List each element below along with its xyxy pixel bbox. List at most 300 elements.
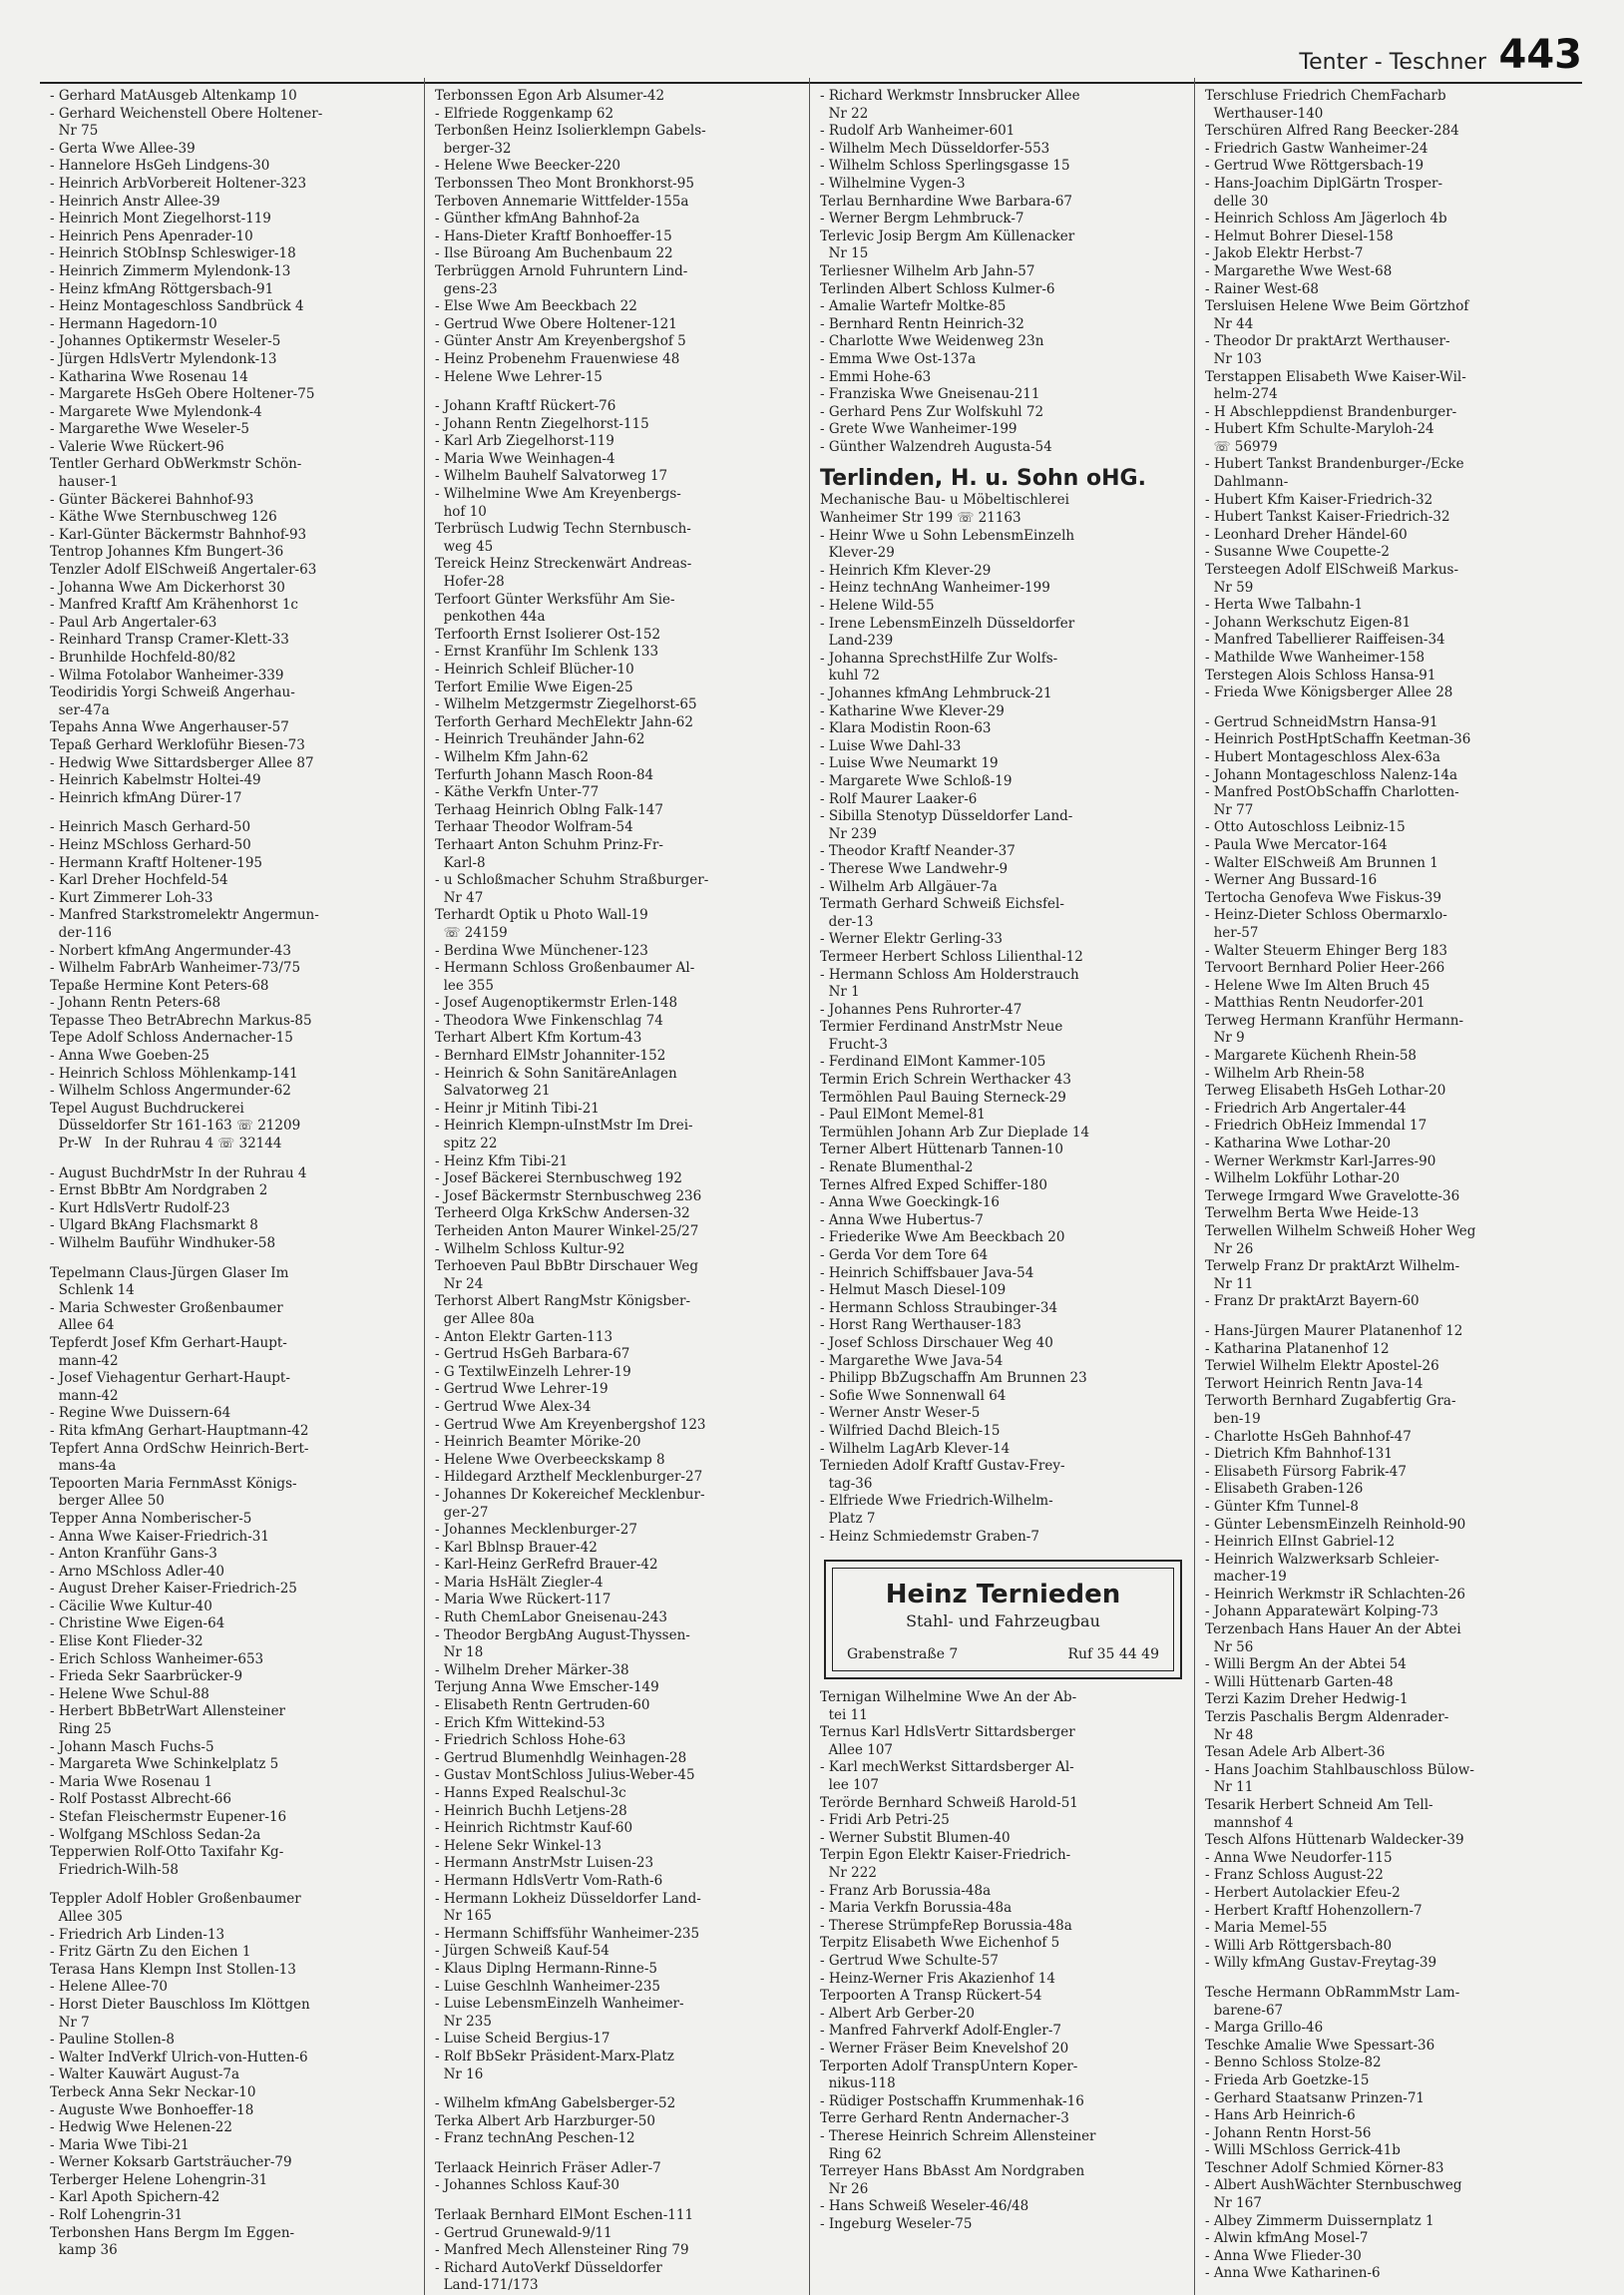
- directory-entry: Tepe Adolf Schloss Andernacher-15: [50, 1030, 293, 1047]
- directory-entry: Teppler Adolf Hobler Großenbaumer Allee 305: [50, 1891, 301, 1925]
- directory-entry: - Albey Zimmerm Duissernplatz 1: [1205, 2212, 1434, 2229]
- directory-entry: - Anna Wwe Neudorfer-115: [1205, 1849, 1393, 1866]
- directory-entry: - Käthe Verkfn Unter-77: [435, 784, 600, 801]
- directory-entry: - Hedwig Wwe Helenen-22: [50, 2119, 232, 2136]
- directory-entry: - Franz Schloss August-22: [1205, 1867, 1384, 1884]
- directory-entry: - Susanne Wwe Coupette-2: [1205, 544, 1390, 561]
- directory-entry: - Werner Werkmstr Karl-Jarres-90: [1205, 1152, 1436, 1169]
- directory-entry: - Theodor BergbAng August-Thyssen- Nr 18: [435, 1626, 690, 1661]
- directory-entry: Tepel August Buchdruckerei Düsseldorfer Str 161-163 ☏ 21209 Pr-W In der Ruhrau 4 ☏ 32144: [50, 1100, 301, 1152]
- directory-entry: - Paul Arb Angertaler-63: [50, 614, 217, 631]
- directory-entry: - Leonhard Dreher Händel-60: [1205, 526, 1408, 543]
- directory-entry: - Heinr Wwe u Sohn LebensmEinzelh Klever-29: [820, 527, 1075, 562]
- directory-entry: Terka Albert Arb Harzburger-50: [435, 2112, 655, 2129]
- directory-entry: Termin Erich Schrein Werthacker 43: [820, 1072, 1071, 1089]
- directory-entry: - Johann Apparatewärt Kolping-73: [1205, 1604, 1438, 1620]
- directory-entry: Terschüren Alfred Rang Beecker-284: [1205, 123, 1459, 140]
- directory-entry: - Wilhelm Kfm Jahn-62: [435, 748, 589, 765]
- directory-entry: Terstegen Alois Schloss Hansa-91: [1205, 667, 1436, 684]
- advertisement-subtitle: Stahl- und Fahrzeugbau: [906, 1611, 1100, 1631]
- directory-entry: - Theodor Kraftf Neander-37: [820, 843, 1015, 860]
- column-2: [425, 78, 810, 2295]
- directory-entry: Terre Gerhard Rentn Andernacher-3: [820, 2110, 1069, 2127]
- directory-entry: Terasa Hans Klempn Inst Stollen-13: [50, 1961, 296, 1978]
- advertisement-phone: Ruf 35 44 49: [1067, 1646, 1159, 1663]
- directory-entry: - Gertrud Blumenhdlg Weinhagen-28: [435, 1749, 687, 1766]
- directory-entry: - Therese StrümpfeRep Borussia-48a: [820, 1917, 1072, 1934]
- directory-entry: - Erich Kfm Wittekind-53: [435, 1714, 606, 1731]
- directory-entry: - Katharina Platanenhof 12: [1205, 1340, 1390, 1357]
- directory-entry: Tertocha Genofeva Wwe Fiskus-39: [1205, 889, 1441, 906]
- directory-entry: - Franziska Wwe Gneisenau-211: [820, 386, 1040, 403]
- directory-entry: - Karl Apoth Spichern-42: [50, 2189, 220, 2206]
- directory-entry: - Helene Wwe Overbeeckskamp 8: [435, 1451, 665, 1468]
- directory-entry: - Gertrud HsGeh Barbara-67: [435, 1346, 630, 1363]
- directory-entry: Termöhlen Paul Bauing Sterneck-29: [820, 1089, 1066, 1106]
- running-title: Tenter - Teschner: [1299, 50, 1486, 75]
- directory-entry: - Werner Koksarb Gartsträucher-79: [50, 2154, 292, 2171]
- directory-entry: - Elfriede Wwe Friedrich-Wilhelm- Platz 7: [820, 1493, 1053, 1527]
- directory-entry: - Karl-Günter Bäckermstr Bahnhof-93: [50, 526, 307, 543]
- directory-entry: - Helene Wwe Im Alten Bruch 45: [1205, 977, 1430, 994]
- directory-entry: - Gerhard Weichenstell Obere Holtener- Nr 75: [50, 105, 323, 140]
- business-line: Mechanische Bau- u Möbeltischlerei: [820, 492, 1069, 509]
- directory-entry: - Maria Schwester Großenbaumer Allee 64: [50, 1299, 283, 1334]
- directory-entry: - Gertrud Grunewald-9/11: [435, 2224, 612, 2241]
- directory-entry: - Walter Steuerm Ehinger Berg 183: [1205, 942, 1447, 959]
- directory-entry: - Hubert Tankst Brandenburger-/Ecke Dahlmann-: [1205, 456, 1464, 491]
- directory-entry: - Johanna SprechstHilfe Zur Wolfs- kuhl 72: [820, 650, 1058, 685]
- business-line: Wanheimer Str 199 ☏ 21163: [820, 510, 1021, 527]
- directory-entry: - Johannes kfmAng Lehmbruck-21: [820, 686, 1052, 701]
- directory-entry: Terwellen Wilhelm Schweiß Hoher Weg Nr 26: [1205, 1223, 1476, 1257]
- directory-entry: - Willi Arb Röttgersbach-80: [1205, 1937, 1393, 1954]
- column-1: [40, 78, 425, 2295]
- directory-entry: - Otto Autoschloss Leibniz-15: [1205, 819, 1406, 836]
- directory-entry: - Hubert Kfm Schulte-Maryloh-24 ☏ 56979: [1205, 421, 1434, 455]
- directory-entry: - Johanna Wwe Am Dickerhorst 30: [50, 579, 285, 596]
- directory-entry: Terweg Elisabeth HsGeh Lothar-20: [1205, 1083, 1446, 1100]
- directory-entry: Tenzler Adolf ElSchweiß Angertaler-63: [50, 562, 317, 579]
- directory-entry: - Heinz-Werner Fris Akazienhof 14: [820, 1970, 1055, 1987]
- directory-entry: Tepfert Anna OrdSchw Heinrich-Bert- mans-4a: [50, 1440, 309, 1475]
- entry-gap: [50, 1253, 416, 1265]
- directory-entry: - Karl mechWerkst Sittardsberger Al- lee 107: [820, 1759, 1074, 1794]
- directory-entry: - Luise Scheid Bergius-17: [435, 2031, 610, 2048]
- directory-entry: - Maria Wwe Weinhagen-4: [435, 450, 615, 467]
- directory-entry: - Gustav MontSchloss Julius-Weber-45: [435, 1767, 695, 1784]
- directory-entry: - Heinrich PostHptSchaffn Keetman-36: [1205, 731, 1471, 748]
- directory-entry: Terhoeven Paul BbBtr Dirschauer Weg Nr 24: [435, 1258, 698, 1292]
- directory-entry: Terjung Anna Wwe Emscher-149: [435, 1679, 659, 1696]
- directory-entry: - Luise LebensmEinzelh Wanheimer- Nr 235: [435, 1996, 684, 2030]
- directory-entry: - Hanns Exped Realschul-3c: [435, 1785, 626, 1801]
- directory-entry: Terporten Adolf TranspUntern Koper- nikus-118: [820, 2058, 1078, 2092]
- directory-entry: Tesarik Herbert Schneid Am Tell- mannshof 4: [1205, 1797, 1433, 1831]
- directory-entry: - Josef Bäckerei Sternbuschweg 192: [435, 1170, 682, 1187]
- directory-entry: - Alwin kfmAng Mosel-7: [1205, 2230, 1369, 2247]
- directory-entry: - Wilhelm Schloss Kultur-92: [435, 1240, 625, 1257]
- directory-entry: - Maria Wwe Rosenau 1: [50, 1773, 213, 1790]
- directory-entry: Terbeck Anna Sekr Neckar-10: [50, 2083, 256, 2100]
- directory-entry: - Helene Wild-55: [820, 598, 935, 615]
- directory-entry: - Mathilde Wwe Wanheimer-158: [1205, 650, 1425, 666]
- directory-entry: - Norbert kfmAng Angermunder-43: [50, 942, 291, 959]
- directory-entry: - Helene Wwe Schul-88: [50, 1685, 209, 1702]
- directory-entry: - Margarethe Wwe West-68: [1205, 262, 1393, 279]
- directory-entry: - Heinrich Schloss Möhlenkamp-141: [50, 1065, 298, 1082]
- directory-entry: - Günter Kfm Tunnel-8: [1205, 1498, 1359, 1515]
- entry-gap: [435, 2148, 801, 2160]
- advertisement-footer: [841, 1646, 1165, 1662]
- directory-entry: - Brunhilde Hochfeld-80/82: [50, 650, 236, 666]
- directory-entry: - Arno MSchloss Adler-40: [50, 1563, 224, 1580]
- directory-entry: Terheerd Olga KrkSchw Andersen-32: [435, 1205, 690, 1222]
- directory-entry: - Wilhelm Arb Rhein-58: [1205, 1065, 1365, 1082]
- directory-entry: - Walter Kauwärt August-7a: [50, 2066, 240, 2083]
- entry-gap: [50, 1879, 416, 1891]
- directory-entry: - Anna Wwe Kaiser-Friedrich-31: [50, 1528, 269, 1545]
- directory-entry: - Helene Wwe Beecker-220: [435, 158, 621, 175]
- advertisement-title: Heinz Ternieden: [885, 1580, 1121, 1610]
- directory-entry: - Wilhelm Schloss Angermunder-62: [50, 1083, 291, 1100]
- directory-entry: Termier Ferdinand AnstrMstr Neue Frucht-3: [820, 1019, 1063, 1053]
- directory-entry: - Friederike Wwe Am Beeckbach 20: [820, 1229, 1065, 1246]
- directory-entry: - Maria Memel-55: [1205, 1920, 1328, 1937]
- directory-entry: Teschke Amalie Wwe Spessart-36: [1205, 2037, 1435, 2054]
- directory-entry: - Wilfried Dachd Bleich-15: [820, 1422, 1001, 1439]
- directory-entry: - Johann Rentn Ziegelhorst-115: [435, 415, 649, 432]
- directory-entry: Tersteegen Adolf ElSchweiß Markus- Nr 59: [1205, 562, 1459, 596]
- directory-entry: - Pauline Stollen-8: [50, 2032, 175, 2049]
- directory-entry: - Heinrich Schiffsbauer Java-54: [820, 1264, 1034, 1281]
- entry-gap: [1205, 702, 1574, 714]
- directory-entry: Tentler Gerhard ObWerkmstr Schön- hauser-1: [50, 456, 302, 491]
- directory-entry: - Franz Arb Borussia-48a: [820, 1882, 992, 1899]
- directory-entry: - Rolf Maurer Laaker-6: [820, 790, 978, 807]
- directory-entry: - Theodora Wwe Finkenschlag 74: [435, 1012, 663, 1029]
- directory-entry: - Wilhelm Bauführ Windhuker-58: [50, 1235, 276, 1251]
- directory-entry: Terhaag Heinrich Oblng Falk-147: [435, 801, 663, 818]
- directory-entry: - Wilhelm FabrArb Wanheimer-73/75: [50, 960, 301, 977]
- directory-entry: - Charlotte HsGeh Bahnhof-47: [1205, 1428, 1412, 1445]
- directory-entry: - u Schloßmacher Schuhm Straßburger- Nr 47: [435, 872, 709, 906]
- directory-entry: - Heinrich Beamter Mörike-20: [435, 1434, 641, 1451]
- directory-entry: - Gertrud Wwe Röttgersbach-19: [1205, 158, 1424, 175]
- directory-entry: Terwort Heinrich Rentn Java-14: [1205, 1375, 1423, 1392]
- directory-entry: - Gertrud Wwe Am Kreyenbergshof 123: [435, 1416, 706, 1433]
- directory-entry: - Walter ElSchweiß Am Brunnen 1: [1205, 854, 1438, 871]
- directory-entry: Termühlen Johann Arb Zur Dieplade 14: [820, 1124, 1090, 1141]
- directory-entry: Tepper Anna Nomberischer-5: [50, 1510, 252, 1527]
- directory-entry: - Margarete HsGeh Obere Holtener-75: [50, 386, 315, 403]
- directory-entry: - Theodor Dr praktArzt Werthauser- Nr 103: [1205, 333, 1450, 367]
- directory-entry: - Therese Wwe Landwehr-9: [820, 860, 1009, 877]
- directory-entry: - Heinrich Anstr Allee-39: [50, 193, 220, 210]
- directory-entry: - Hermann Kraftf Holtener-195: [50, 854, 262, 871]
- directory-entry: - Ruth ChemLabor Gneisenau-243: [435, 1609, 667, 1626]
- directory-entry: Terörde Bernhard Schweiß Harold-51: [820, 1794, 1078, 1811]
- directory-entry: - Josef Schloss Dirschauer Weg 40: [820, 1334, 1053, 1351]
- advertisement-box: [824, 1560, 1182, 1679]
- directory-entry: - Herbert Autolackier Efeu-2: [1205, 1884, 1401, 1901]
- directory-entry: Tersluisen Helene Wwe Beim Görtzhof Nr 44: [1205, 298, 1469, 332]
- directory-entry: - Willi Hüttenarb Garten-48: [1205, 1673, 1394, 1690]
- directory-entry: - Hermann Lokheiz Düsseldorfer Land- Nr 165: [435, 1890, 701, 1925]
- directory-entry: - Elisabeth Fürsorg Fabrik-47: [1205, 1463, 1407, 1480]
- directory-entry: - Elisabeth Graben-126: [1205, 1481, 1364, 1498]
- entry-gap: [50, 1153, 416, 1165]
- directory-entry: - Else Wwe Am Beeckbach 22: [435, 298, 637, 315]
- directory-entry: Terwelp Franz Dr praktArzt Wilhelm- Nr 11: [1205, 1258, 1460, 1292]
- directory-entry: - Irene LebensmEinzelh Düsseldorfer Land-239: [820, 615, 1075, 650]
- directory-entry: - Jürgen Schweiß Kauf-54: [435, 1943, 609, 1960]
- directory-entry: - Johann Kraftf Rückert-76: [435, 398, 616, 415]
- directory-entry: - Anna Wwe Hubertus-7: [820, 1211, 984, 1228]
- directory-entry: - Wilhelm Mech Düsseldorfer-553: [820, 140, 1050, 157]
- directory-entry: - Manfred Mech Allensteiner Ring 79: [435, 2242, 689, 2259]
- directory-entry: - Hans-Jürgen Maurer Platanenhof 12: [1205, 1322, 1463, 1339]
- directory-entry: Teschner Adolf Schmied Körner-83: [1205, 2159, 1444, 2176]
- directory-entry: - Margarete Wwe Schloß-19: [820, 772, 1013, 789]
- directory-entry: - Heinz kfmAng Röttgersbach-91: [50, 280, 274, 297]
- directory-entry: - Cäcilie Wwe Kultur-40: [50, 1598, 212, 1614]
- directory-entry: - Anna Wwe Goeckingk-16: [820, 1194, 1001, 1211]
- directory-entry: - Hermann Schloss Straubinger-34: [820, 1299, 1058, 1316]
- directory-entry: - Hermann AnstrMstr Luisen-23: [435, 1855, 654, 1872]
- directory-entry: - Wilma Fotolabor Wanheimer-339: [50, 667, 284, 684]
- directory-entry: Terpin Egon Elektr Kaiser-Friedrich- Nr 222: [820, 1847, 1071, 1882]
- directory-entry: - Katharina Wwe Rosenau 14: [50, 368, 248, 385]
- directory-entry: - Hermann Schloss Am Holderstrauch Nr 1: [820, 966, 1079, 1001]
- directory-entry: - Christine Wwe Eigen-64: [50, 1615, 225, 1632]
- directory-entry: - Anna Wwe Katharinen-6: [1205, 2265, 1381, 2282]
- directory-entry: - Johannes Mecklenburger-27: [435, 1522, 637, 1539]
- directory-entry: - Heinrich Kabelmstr Holtei-49: [50, 772, 261, 789]
- directory-entry: - Wilhelm Schloss Sperlingsgasse 15: [820, 158, 1070, 175]
- directory-entry: - Hermann Schloss Großenbaumer Al- lee 355: [435, 960, 695, 994]
- directory-entry: - Walter IndVerkf Ulrich-von-Hutten-6: [50, 2049, 308, 2066]
- directory-entry: - Manfred Kraftf Am Krähenhorst 1c: [50, 597, 298, 614]
- directory-entry: - Werner Bergm Lehmbruck-7: [820, 211, 1024, 228]
- directory-entry: Terfoort Günter Werksführ Am Sie- penkothen 44a: [435, 591, 675, 626]
- directory-entry: - Helene Wwe Lehrer-15: [435, 368, 603, 385]
- directory-entry: - Marga Grillo-46: [1205, 2020, 1324, 2037]
- directory-entry: - Ferdinand ElMont Kammer-105: [820, 1054, 1046, 1071]
- directory-entry: - Luise Wwe Dahl-33: [820, 737, 962, 754]
- directory-entry: - Karl Bblnsp Brauer-42: [435, 1539, 598, 1556]
- directory-entry: - Günther kfmAng Bahnhof-2a: [435, 211, 640, 228]
- directory-entry: - Maria Wwe Tibi-21: [50, 2136, 190, 2153]
- directory-entry: - Gertrud Wwe Schulte-57: [820, 1953, 999, 1969]
- directory-entry: - Franz technAng Peschen-12: [435, 2130, 635, 2147]
- directory-entry: - Käthe Wwe Sternbuschweg 126: [50, 509, 277, 526]
- directory-entry: - Ernst BbBtr Am Nordgraben 2: [50, 1182, 268, 1199]
- directory-entry: - Wilhelm Lokführ Lothar-20: [1205, 1170, 1401, 1187]
- directory-entry: - Auguste Wwe Bonhoeffer-18: [50, 2101, 254, 2118]
- directory-entry: - Günter LebensmEinzelh Reinhold-90: [1205, 1516, 1466, 1533]
- directory-entry: - Heinz-Dieter Schloss Obermarxlo- her-57: [1205, 907, 1447, 941]
- directory-columns: [40, 78, 1582, 2294]
- directory-entry: Tentrop Johannes Kfm Bungert-36: [50, 544, 284, 561]
- directory-entry: - Heinrich ArbVorbereit Holtener-323: [50, 175, 307, 192]
- directory-entry: - Therese Heinrich Schreim Allensteiner Ring 62: [820, 2127, 1096, 2162]
- directory-entry: - Hans-Dieter Kraftf Bonhoeffer-15: [435, 228, 672, 244]
- directory-entry: - Berdina Wwe Münchener-123: [435, 942, 648, 959]
- directory-entry: - Katharina Wwe Lothar-20: [1205, 1136, 1392, 1152]
- directory-entry: - Hans Schweiß Weseler-46/48: [820, 2198, 1029, 2215]
- directory-entry: - Reinhard Transp Cramer-Klett-33: [50, 632, 289, 649]
- directory-entry: - Jürgen HdlsVertr Mylendonk-13: [50, 350, 277, 367]
- directory-entry: - Fridi Arb Petri-25: [820, 1812, 950, 1829]
- directory-entry: - Horst Rang Werthauser-183: [820, 1317, 1021, 1334]
- directory-entry: - Friedrich Arb Angertaler-44: [1205, 1100, 1407, 1117]
- directory-entry: - Gerda Vor dem Tore 64: [820, 1247, 989, 1263]
- directory-entry: - Heinz Probenehm Frauenwiese 48: [435, 350, 680, 367]
- directory-entry: - Rolf Postasst Albrecht-66: [50, 1791, 231, 1808]
- directory-entry: - Hubert Tankst Kaiser-Friedrich-32: [1205, 509, 1450, 526]
- directory-entry: - Elise Kont Flieder-32: [50, 1633, 203, 1650]
- directory-entry: - Richard AutoVerkf Düsseldorfer Land-171/173: [435, 2259, 662, 2294]
- directory-entry: - Rolf BbSekr Präsident-Marx-Platz Nr 16: [435, 2048, 674, 2082]
- directory-entry: Ternes Alfred Exped Schiffer-180: [820, 1176, 1047, 1193]
- directory-entry: - Heinrich Klempn-uInstMstr Im Drei- spitz 22: [435, 1118, 693, 1152]
- directory-entry: - Friedrich Arb Linden-13: [50, 1926, 225, 1943]
- directory-entry: - Dietrich Kfm Bahnhof-131: [1205, 1446, 1393, 1463]
- column-4: [1195, 78, 1582, 2295]
- directory-entry: Terwege Irmgard Wwe Gravelotte-36: [1205, 1187, 1460, 1204]
- directory-entry: Terlaack Heinrich Fräser Adler-7: [435, 2159, 661, 2176]
- directory-entry: Terzenbach Hans Hauer An der Abtei Nr 56: [1205, 1621, 1461, 1655]
- directory-entry: Terliesner Wilhelm Arb Jahn-57: [820, 262, 1035, 279]
- directory-entry: - Heinrich Zimmerm Mylendonk-13: [50, 262, 291, 279]
- directory-entry: - Anna Wwe Flieder-30: [1205, 2247, 1362, 2264]
- directory-entry: Terbonssen Egon Arb Alsumer-42: [435, 88, 665, 104]
- entry-gap: [435, 2195, 801, 2207]
- directory-entry: Terhaart Anton Schuhm Prinz-Fr- Karl-8: [435, 836, 663, 871]
- business-entry: [820, 466, 1186, 527]
- directory-entry: - Werner Ang Bussard-16: [1205, 872, 1378, 889]
- directory-entry: Terweg Hermann Kranführ Hermann- Nr 9: [1205, 1012, 1464, 1047]
- directory-entry: - Hermann Schiffsführ Wanheimer-235: [435, 1925, 700, 1942]
- directory-entry: - Manfred PostObSchaffn Charlotten- Nr 77: [1205, 784, 1459, 818]
- directory-entry: - Bernhard Rentn Heinrich-32: [820, 315, 1024, 332]
- directory-entry: - Grete Wwe Wanheimer-199: [820, 421, 1017, 438]
- entry-gap: [435, 2083, 801, 2095]
- directory-entry: - Friedrich Gastw Wanheimer-24: [1205, 140, 1428, 157]
- directory-entry: - Hannelore HsGeh Lindgens-30: [50, 158, 270, 175]
- directory-entry: Tesche Hermann ObRammMstr Lam- barene-67: [1205, 1984, 1460, 2019]
- directory-entry: Tepasse Theo BetrAbrechn Markus-85: [50, 1012, 312, 1029]
- directory-entry: - Heinrich Kfm Klever-29: [820, 562, 992, 579]
- directory-entry: - Sibilla Stenotyp Düsseldorfer Land- Nr 239: [820, 808, 1073, 842]
- directory-entry: Terbrüggen Arnold Fuhruntern Lind- gens-23: [435, 262, 688, 297]
- directory-entry: Termeer Herbert Schloss Lilienthal-12: [820, 948, 1083, 965]
- directory-entry: - Heinrich Masch Gerhard-50: [50, 819, 251, 836]
- directory-entry: - Willy kfmAng Gustav-Freytag-39: [1205, 1955, 1437, 1972]
- directory-entry: - Josef Augenoptikermstr Erlen-148: [435, 995, 678, 1012]
- directory-entry: - Werner Fräser Beim Knevelshof 20: [820, 2040, 1069, 2057]
- directory-entry: Terworth Bernhard Zugabfertig Gra- ben-19: [1205, 1393, 1456, 1427]
- directory-entry: - Heinrich Werkmstr iR Schlachten-26: [1205, 1586, 1465, 1603]
- directory-entry: - Matthias Rentn Neudorfer-201: [1205, 995, 1425, 1012]
- directory-entry: - Luise Wwe Neumarkt 19: [820, 755, 999, 772]
- directory-entry: - Herta Wwe Talbahn-1: [1205, 597, 1364, 614]
- directory-entry: - Johann Werkschutz Eigen-81: [1205, 614, 1412, 631]
- business-name: Terlinden, H. u. Sohn oHG.: [820, 466, 1146, 492]
- directory-entry: - Margarethe Wwe Weseler-5: [50, 421, 250, 438]
- directory-entry: - Johann Rentn Horst-56: [1205, 2124, 1372, 2141]
- directory-entry: Tepoorten Maria FernmAsst Königs- berger Allee 50: [50, 1475, 297, 1510]
- directory-entry: Tesan Adele Arb Albert-36: [1205, 1744, 1386, 1761]
- directory-entry: - Manfred Starkstromelektr Angermun- der-116: [50, 907, 319, 941]
- directory-entry: Terstappen Elisabeth Wwe Kaiser-Wil- helm-274: [1205, 368, 1466, 403]
- directory-entry: Terbonssen Theo Mont Bronkhorst-95: [435, 175, 694, 192]
- directory-entry: - Benno Schloss Stolze-82: [1205, 2055, 1382, 2071]
- directory-entry: Termath Gerhard Schweiß Eichsfel- der-13: [820, 896, 1064, 930]
- directory-entry: - Frieda Wwe Königsberger Allee 28: [1205, 685, 1453, 701]
- directory-entry: - August Dreher Kaiser-Friedrich-25: [50, 1581, 297, 1598]
- directory-entry: - Ulgard BkAng Flachsmarkt 8: [50, 1217, 258, 1234]
- directory-entry: - Werner Substit Blumen-40: [820, 1829, 1011, 1846]
- directory-entry: Terhaar Theodor Wolfram-54: [435, 819, 633, 836]
- directory-entry: Terlau Bernhardine Wwe Barbara-67: [820, 193, 1073, 210]
- entry-gap: [435, 386, 801, 398]
- directory-entry: Tervoort Bernhard Polier Heer-266: [1205, 960, 1445, 977]
- directory-entry: - Frieda Arb Goetzke-15: [1205, 2071, 1370, 2088]
- directory-entry: - Klaus Diplng Hermann-Rinne-5: [435, 1960, 657, 1977]
- directory-entry: - Kurt HdlsVertr Rudolf-23: [50, 1199, 230, 1216]
- directory-entry: - Richard Werkmstr Innsbrucker Allee Nr 22: [820, 88, 1080, 122]
- directory-entry: - Paul ElMont Memel-81: [820, 1107, 986, 1124]
- directory-entry: - Katharine Wwe Klever-29: [820, 702, 1005, 719]
- directory-entry: - Erich Schloss Wanheimer-653: [50, 1650, 264, 1667]
- directory-entry: - Anton Kranführ Gans-3: [50, 1546, 217, 1563]
- directory-entry: - Rudolf Arb Wanheimer-601: [820, 123, 1015, 140]
- directory-entry: - H Abschleppdienst Brandenburger-: [1205, 403, 1457, 420]
- directory-entry: - G TextilwEinzelh Lehrer-19: [435, 1363, 631, 1380]
- directory-entry: - Jakob Elektr Herbst-7: [1205, 245, 1364, 262]
- entry-gap: [50, 807, 416, 819]
- directory-entry: - Amalie Wartefr Moltke-85: [820, 298, 1007, 315]
- directory-entry: Terbonshen Hans Bergm Im Eggen- kamp 36: [50, 2224, 295, 2259]
- directory-entry: Terhorst Albert RangMstr Königsber- ger Allee 80a: [435, 1293, 691, 1327]
- directory-entry: - Sofie Wwe Sonnenwall 64: [820, 1387, 1007, 1404]
- directory-entry: - Heinrich Walzwerksarb Schleier- macher-19: [1205, 1551, 1439, 1586]
- directory-entry: - Johannes Optikermstr Weseler-5: [50, 333, 281, 350]
- directory-entry: - Bernhard ElMstr Johanniter-152: [435, 1048, 666, 1065]
- directory-entry: Terzi Kazim Dreher Hedwig-1: [1205, 1691, 1409, 1708]
- directory-entry: Tepahs Anna Wwe Angerhauser-57: [50, 719, 289, 736]
- directory-entry: - Fritz Gärtn Zu den Eichen 1: [50, 1944, 251, 1961]
- directory-entry: - Ernst Kranführ Im Schlenk 133: [435, 644, 659, 661]
- directory-entry: Terwelhm Berta Wwe Heide-13: [1205, 1205, 1420, 1222]
- directory-entry: - Josef Viehagentur Gerhart-Haupt- mann-42: [50, 1370, 290, 1404]
- directory-entry: Terpitz Elisabeth Wwe Eichenhof 5: [820, 1935, 1060, 1952]
- directory-entry: - Valerie Wwe Rückert-96: [50, 438, 224, 455]
- directory-entry: - Wilhelm LagArb Klever-14: [820, 1440, 1011, 1457]
- directory-entry: - Emmi Hohe-63: [820, 368, 932, 385]
- directory-entry: Terforth Gerhard MechElektr Jahn-62: [435, 713, 693, 730]
- directory-entry: - Willi MSchloss Gerrick-41b: [1205, 2142, 1401, 2159]
- directory-entry: Terwiel Wilhelm Elektr Apostel-26: [1205, 1358, 1439, 1375]
- directory-entry: - Heinrich Schloss Am Jägerloch 4b: [1205, 211, 1447, 228]
- directory-entry: - Rita kfmAng Gerhart-Hauptmann-42: [50, 1422, 309, 1439]
- directory-entry: - Helene Sekr Winkel-13: [435, 1837, 602, 1854]
- advertisement-address: Grabenstraße 7: [847, 1646, 959, 1663]
- directory-entry: - Günther Walzendreh Augusta-54: [820, 438, 1052, 455]
- directory-entry: - Charlotte Wwe Weidenweg 23n: [820, 333, 1044, 350]
